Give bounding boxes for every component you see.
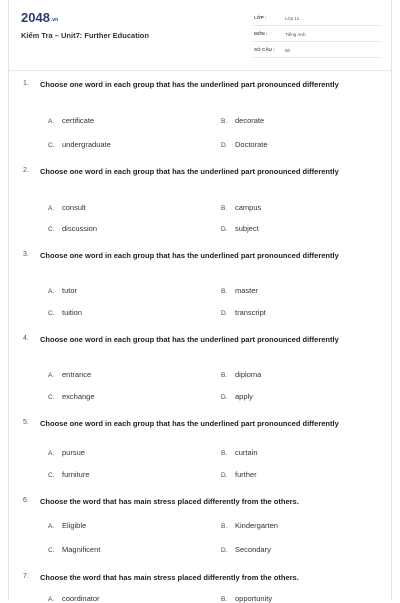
option-text: Magnificent	[62, 545, 101, 554]
header-divider	[9, 70, 391, 71]
answer-option-a[interactable]	[48, 448, 85, 457]
option-letter: A.	[48, 372, 55, 379]
answer-option-a[interactable]	[48, 370, 91, 379]
option-letter: D.	[221, 547, 228, 554]
question-text: Choose one word in each group that has the underlined part pronounced differently	[40, 419, 339, 428]
option-letter: C.	[48, 226, 55, 233]
answer-option-c[interactable]	[48, 470, 90, 479]
option-text: subject	[235, 224, 259, 233]
option-letter: C.	[48, 472, 55, 479]
option-text: undergraduate	[62, 140, 111, 149]
option-letter: B.	[221, 596, 228, 603]
exam-meta	[253, 14, 381, 62]
option-text: Eligible	[62, 521, 87, 530]
option-text: coordinator	[62, 594, 100, 603]
answer-option-a[interactable]	[48, 116, 94, 125]
question-text: Choose one word in each group that has the underlined part pronounced differently	[40, 251, 339, 260]
option-letter: B.	[221, 372, 228, 379]
answer-option-d[interactable]	[221, 140, 268, 149]
question-number: 3.	[23, 251, 29, 258]
question-number: 4.	[23, 335, 29, 342]
option-text: curtain	[235, 448, 258, 457]
question-number: 2.	[23, 167, 29, 174]
meta-label: LỚP :	[254, 15, 267, 20]
question-text: Choose the word that has main stress placed differently from the others.	[40, 497, 299, 506]
option-text: diploma	[235, 370, 262, 379]
meta-label: SỐ CÂU :	[254, 47, 275, 52]
option-letter: D.	[221, 226, 228, 233]
option-letter: B.	[221, 118, 228, 125]
answer-option-a[interactable]	[48, 203, 86, 212]
option-letter: A.	[48, 596, 55, 603]
answer-option-c[interactable]	[48, 224, 97, 233]
answer-option-d[interactable]	[221, 392, 253, 401]
question-number: 1.	[23, 80, 29, 87]
option-letter: B.	[221, 205, 228, 212]
answer-option-b[interactable]	[221, 448, 258, 457]
option-letter: C.	[48, 394, 55, 401]
question-text: Choose one word in each group that has the underlined part pronounced differently	[40, 80, 339, 89]
answer-option-a[interactable]	[48, 594, 100, 603]
meta-value: 50	[285, 47, 291, 53]
page-title: Kiểm Tra – Unit7: Further Education	[21, 31, 149, 40]
question-text: Choose one word in each group that has the underlined part pronounced differently	[40, 335, 339, 344]
site-logo[interactable]	[21, 10, 58, 25]
option-text: furniture	[62, 470, 90, 479]
option-text: Doctorate	[235, 140, 268, 149]
option-text: pursue	[62, 448, 85, 457]
option-letter: D.	[221, 142, 228, 149]
option-letter: D.	[221, 472, 228, 479]
option-letter: D.	[221, 394, 228, 401]
option-letter: C.	[48, 310, 55, 317]
answer-option-d[interactable]	[221, 470, 257, 479]
meta-value: Tiếng Anh	[285, 31, 306, 37]
option-text: exchange	[62, 392, 95, 401]
question-text: Choose one word in each group that has the underlined part pronounced differently	[40, 167, 339, 176]
logo-tld: .vn	[50, 17, 59, 23]
option-text: campus	[235, 203, 262, 212]
option-letter: B.	[221, 288, 228, 295]
option-text: tutor	[62, 286, 78, 295]
logo-text: 2048	[21, 10, 50, 25]
option-text: further	[235, 470, 257, 479]
answer-option-b[interactable]	[221, 594, 272, 603]
option-text: opportunity	[235, 594, 273, 603]
answer-option-b[interactable]	[221, 203, 261, 212]
answer-option-d[interactable]	[221, 224, 259, 233]
exam-page	[8, 0, 392, 603]
meta-label: MÔN :	[254, 31, 268, 36]
option-text: tuition	[62, 308, 83, 317]
answer-option-b[interactable]	[221, 521, 278, 530]
page-header	[9, 0, 391, 70]
option-text: apply	[235, 392, 253, 401]
option-letter: C.	[48, 547, 55, 554]
meta-row-class	[253, 14, 381, 26]
option-letter: C.	[48, 142, 55, 149]
meta-row-question-count	[253, 46, 381, 58]
answer-option-d[interactable]	[221, 545, 271, 554]
question-number: 7.	[23, 573, 29, 580]
answer-option-a[interactable]	[48, 286, 77, 295]
option-letter: A.	[48, 118, 55, 125]
answer-option-d[interactable]	[221, 308, 266, 317]
option-letter: B.	[221, 450, 228, 457]
answer-option-b[interactable]	[221, 286, 258, 295]
answer-option-b[interactable]	[221, 370, 261, 379]
option-letter: A.	[48, 450, 55, 457]
option-text: master	[235, 286, 258, 295]
answer-option-c[interactable]	[48, 308, 82, 317]
option-text: discussion	[62, 224, 98, 233]
answer-option-c[interactable]	[48, 392, 95, 401]
question-number: 6.	[23, 497, 29, 504]
option-letter: A.	[48, 288, 55, 295]
option-letter: B.	[221, 523, 228, 530]
option-letter: D.	[221, 310, 228, 317]
option-text: decorate	[235, 116, 265, 125]
option-text: Secondary	[235, 545, 271, 554]
option-text: certificate	[62, 116, 95, 125]
option-text: entrance	[62, 370, 92, 379]
answer-option-a[interactable]	[48, 521, 86, 530]
question-text: Choose the word that has main stress placed differently from the others.	[40, 573, 299, 582]
option-letter: A.	[48, 205, 55, 212]
answer-option-b[interactable]	[221, 116, 264, 125]
meta-value: Lớp 11	[285, 15, 300, 21]
question-number: 5.	[23, 419, 29, 426]
answer-option-c[interactable]	[48, 545, 100, 554]
option-text: Kindergarten	[235, 521, 278, 530]
option-text: consult	[62, 203, 86, 212]
option-text: transcript	[235, 308, 266, 317]
option-letter: A.	[48, 523, 55, 530]
answer-option-c[interactable]	[48, 140, 111, 149]
meta-row-subject	[253, 30, 381, 42]
